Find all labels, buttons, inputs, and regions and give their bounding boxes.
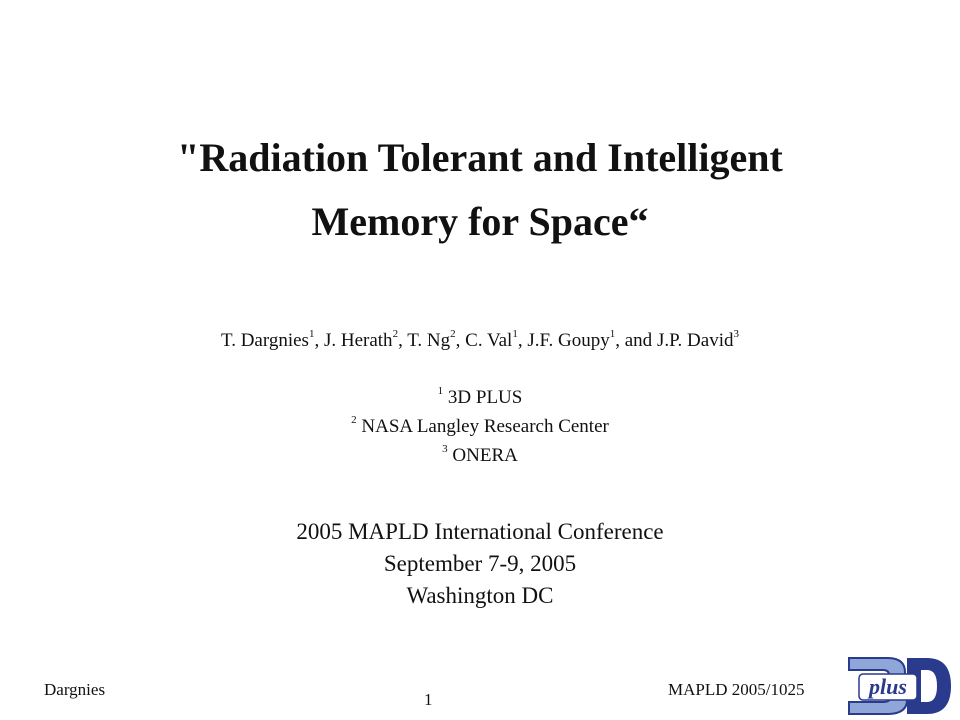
author: J.P. David$^3$ [656,327,739,351]
author: T. Dargnies$^1$, [221,327,324,351]
logo-text: plus [869,674,907,699]
page-number: 1 [424,690,433,709]
footer-author: Dargnies [44,680,106,699]
author-list [0,327,960,352]
affiliation-1: $^1$ 3D PLUS [437,384,523,408]
affiliation-2: $^2$ NASA Langley Research Center [351,413,609,437]
conference-dates: September 7-9, 2005 [383,551,577,576]
footer-reference: MAPLD 2005/1025 [668,680,805,699]
author: T. Ng$^2$, [407,327,466,351]
author: C. Val$^1$, [465,327,528,351]
author: J.F. Goupy$^1$, and [527,327,657,351]
3d-plus-logo [843,650,955,718]
title-line-1: "Radiation Tolerant and Intelligent [177,135,783,180]
slide-title [0,126,960,254]
title-line-2: Memory for Space“ [311,199,649,244]
affiliation-3: $^3$ ONERA [442,442,518,466]
conference-info [0,516,960,612]
conference-location: Washington DC [406,583,554,608]
author: J. Herath$^2$, [323,327,408,351]
conference-name: 2005 MAPLD International Conference [296,519,664,544]
